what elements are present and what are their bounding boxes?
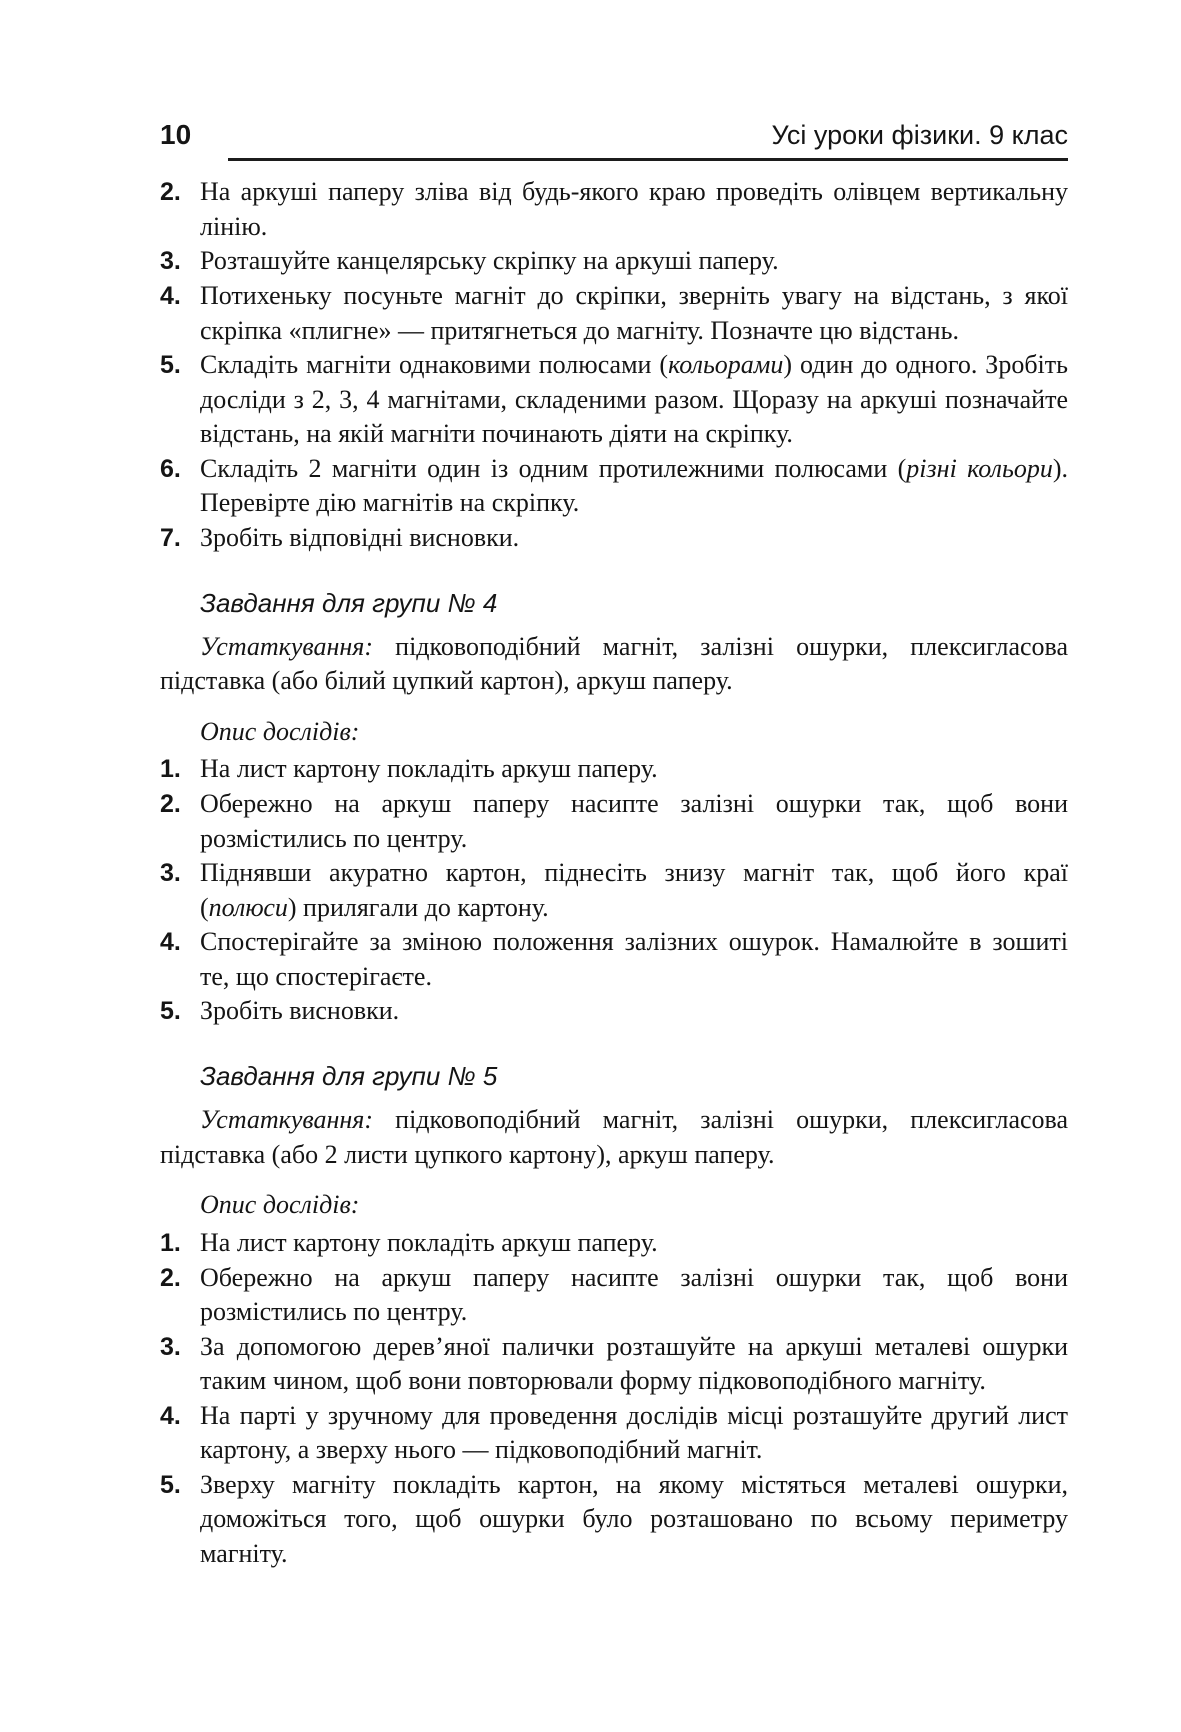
- text-segment: За допомогою дерев’яної палички розташуйте на аркуші металеві ошурки таким чином, щоб вони повторювали форму підковоподібного магніту.: [200, 1331, 1068, 1395]
- text-segment: Обережно на аркуш паперу насипте залізні ошурки так, щоб вони розмістились по центру.: [200, 1262, 1068, 1326]
- equipment-text: підковоподібний магніт, залізні ошурки, плексигласова підставка (або 2 листи цупкого картону), аркуш паперу.: [160, 1105, 1068, 1169]
- text-segment: На лист картону покладіть аркуш паперу.: [200, 754, 658, 783]
- item-text: [200, 348, 1068, 452]
- text-segment: Зробіть висновки.: [200, 996, 400, 1025]
- list-item: [160, 752, 1068, 787]
- item-text: [200, 1399, 1068, 1468]
- list-item: [160, 856, 1068, 925]
- list-item: [160, 1399, 1068, 1468]
- item-number: 5.: [160, 351, 181, 379]
- item-number: 3.: [160, 1332, 181, 1361]
- page-content: [160, 120, 1068, 1571]
- item-number: 2.: [160, 1263, 181, 1292]
- list-item: [160, 1226, 1068, 1261]
- list-item: [160, 452, 1068, 521]
- running-title: Усі уроки фізики. 9 клас: [771, 120, 1068, 150]
- text-segment-italic: кольорами: [668, 350, 784, 379]
- item-number: 1.: [160, 755, 181, 783]
- item-number: 3.: [160, 859, 181, 887]
- item-number: 1.: [160, 1228, 181, 1257]
- item-number: 7.: [160, 523, 181, 552]
- text-segment: Зробіть відповідні висновки.: [200, 522, 520, 552]
- list-item: [160, 787, 1068, 856]
- list-item: [160, 1261, 1068, 1330]
- item-number: 4.: [160, 1401, 181, 1430]
- group5-list: [160, 1226, 1068, 1572]
- list-item: [160, 1468, 1068, 1572]
- text-segment: На парті у зручному для проведення дослідів місці розташуйте другий лист картону, а зверху нього — підковоподібний магніт.: [200, 1400, 1068, 1464]
- equipment-paragraph: [160, 630, 1068, 699]
- text-segment: Складіть 2 магніти один із одним протилежними полюсами (: [200, 453, 907, 483]
- equipment-label: Устаткування:: [200, 1105, 374, 1134]
- list-item: [160, 279, 1068, 348]
- list-item: [160, 175, 1068, 244]
- intro-list: [160, 175, 1068, 556]
- item-number: 4.: [160, 928, 181, 956]
- item-text: [200, 452, 1068, 521]
- item-number: 5.: [160, 997, 181, 1025]
- text-segment: Зверху магніту покладіть картон, на якому містяться металеві ошурки, доможіться того, щоб ошурки було розташовано по всьому периметру магніту.: [200, 1469, 1068, 1568]
- item-text: [200, 787, 1068, 856]
- text-segment: Потихеньку посуньте магніт до скріпки, зверніть увагу на відстань, з якої скріпка «плигне» — притягнеться до магніту. Позначте цю відстань.: [200, 281, 1068, 345]
- item-number: 2.: [160, 178, 181, 206]
- item-text: [200, 1468, 1068, 1572]
- list-item: [160, 348, 1068, 452]
- list-item: [160, 1330, 1068, 1399]
- description-label: Опис дослідів:: [200, 1190, 360, 1219]
- item-text: [200, 925, 1068, 994]
- item-text: [200, 279, 1068, 348]
- equipment-label: Устаткування:: [200, 631, 374, 661]
- item-text: [200, 994, 1068, 1029]
- group-heading: Завдання для групи № 5: [200, 1061, 498, 1091]
- group4-section: [160, 586, 1068, 1030]
- item-text: [200, 521, 1068, 556]
- description-label: Опис дослідів:: [200, 716, 360, 746]
- group5-section: [160, 1059, 1068, 1571]
- item-text: [200, 752, 1068, 787]
- text-segment: Розташуйте канцелярську скріпку на аркуші паперу.: [200, 246, 779, 275]
- item-text: [200, 1261, 1068, 1330]
- page-header: [160, 120, 1068, 150]
- list-item: [160, 925, 1068, 994]
- group4-list: [160, 752, 1068, 1029]
- item-number: 3.: [160, 247, 181, 275]
- equipment-text: підковоподібний магніт, залізні ошурки, плексигласова підставка (або білий цупкий картон), аркуш паперу.: [160, 631, 1068, 695]
- group-heading: Завдання для групи № 4: [200, 587, 498, 618]
- text-segment: ) один до одного. Зробіть досліди з 2, 3, 4 магнітами, складеними разом. Щоразу на аркуші позначайте відстань, на якій магніти починають діяти на скріпку.: [200, 350, 1068, 448]
- text-segment: На лист картону покладіть аркуш паперу.: [200, 1227, 658, 1257]
- list-item: [160, 244, 1068, 279]
- page-number: 10: [160, 119, 192, 150]
- item-text: [200, 175, 1068, 244]
- item-text: [200, 856, 1068, 925]
- item-number: 4.: [160, 282, 181, 310]
- equipment-paragraph: [160, 1103, 1068, 1172]
- header-rule: [228, 158, 1068, 161]
- list-item: [160, 994, 1068, 1029]
- text-segment: ). Перевірте дію магнітів на скріпку.: [200, 453, 1068, 517]
- text-segment: Складіть магніти однаковими полюсами (: [200, 350, 669, 379]
- item-text: [200, 244, 1068, 279]
- text-segment: На аркуші паперу зліва від будь-якого краю проведіть олівцем вертикальну лінію.: [200, 177, 1068, 241]
- text-segment: Піднявши акуратно картон, піднесіть знизу магніт так, щоб його краї (: [200, 858, 1068, 922]
- text-segment: Спостерігайте за зміною положення залізних ошурок. Намалюйте в зошиті те, що спостерігаєте.: [200, 927, 1068, 991]
- text-segment: Обережно на аркуш паперу насипте залізні ошурки так, щоб вони розмістились по центру.: [200, 789, 1068, 853]
- item-number: 2.: [160, 790, 181, 818]
- text-segment-italic: полюси: [208, 892, 288, 922]
- list-item: [160, 521, 1068, 556]
- item-number: 5.: [160, 1470, 181, 1499]
- item-number: 6.: [160, 454, 181, 483]
- text-segment-italic: різні кольори: [906, 453, 1053, 483]
- item-text: [200, 1226, 1068, 1261]
- text-segment: ) прилягали до картону.: [287, 892, 549, 922]
- item-text: [200, 1330, 1068, 1399]
